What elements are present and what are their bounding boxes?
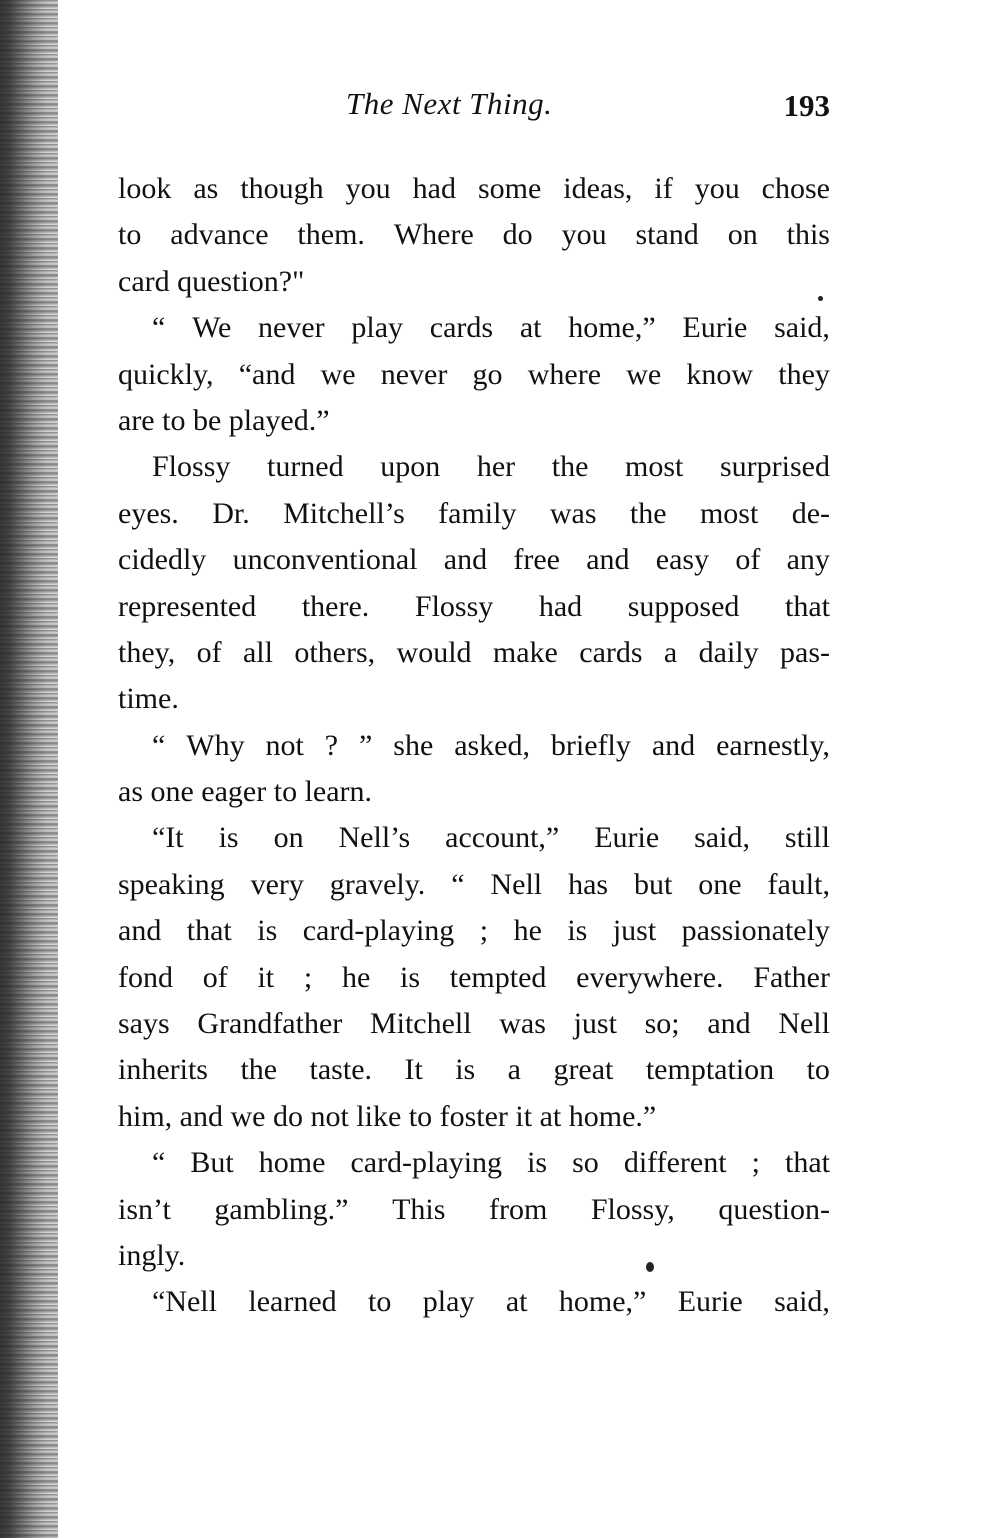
word: question- xyxy=(718,1192,830,1226)
word: Eurie xyxy=(682,311,748,345)
text-line: time. xyxy=(118,682,179,716)
word: “ xyxy=(451,867,465,901)
text-line xyxy=(118,584,830,630)
text-line: him, and we do not like to foster it at home.” xyxy=(118,1099,657,1133)
word: would xyxy=(396,635,472,669)
word: to xyxy=(118,218,142,252)
text-line xyxy=(118,166,830,212)
word: upon xyxy=(380,450,441,484)
word: ? xyxy=(324,728,339,762)
word: and xyxy=(707,1007,751,1041)
word: he xyxy=(341,960,371,994)
text-line xyxy=(118,630,830,676)
word: cards xyxy=(429,311,494,345)
scanned-binding-edge xyxy=(0,0,58,1538)
word: this xyxy=(786,218,830,252)
word: temptation xyxy=(645,1053,775,1087)
word: Dr. xyxy=(212,496,250,530)
word: gambling.” xyxy=(214,1192,349,1226)
word: easy xyxy=(655,543,710,577)
word: Nell’s xyxy=(338,821,411,855)
word: some xyxy=(477,172,542,205)
word: different xyxy=(623,1146,727,1180)
word: it xyxy=(257,960,275,994)
word: though xyxy=(240,172,324,205)
word: ” xyxy=(359,728,373,762)
text-line xyxy=(118,955,830,1001)
word: Flossy xyxy=(152,450,231,484)
text-line: ingly. xyxy=(118,1238,186,1272)
word: gravely. xyxy=(329,867,426,901)
word: account,” xyxy=(445,821,560,855)
word: learned xyxy=(248,1285,337,1319)
word: isn’t xyxy=(118,1192,171,1226)
word: we xyxy=(320,357,356,391)
word: just xyxy=(612,914,657,948)
word: most xyxy=(625,450,684,484)
word: look xyxy=(118,172,172,205)
word: and xyxy=(651,728,696,762)
word: great xyxy=(553,1053,614,1087)
word: unconventional xyxy=(232,543,418,577)
word: Why xyxy=(186,728,245,762)
word: that xyxy=(784,1146,830,1180)
word: ; xyxy=(751,1146,760,1180)
word: cidedly xyxy=(118,543,207,577)
word: they xyxy=(778,357,830,391)
word: one xyxy=(698,867,742,901)
word: taste. xyxy=(309,1053,373,1087)
word: a xyxy=(663,635,678,669)
word: ; xyxy=(479,914,489,948)
word: is xyxy=(257,914,278,948)
word: so xyxy=(572,1146,599,1180)
word: had xyxy=(412,172,456,205)
word: was xyxy=(499,1007,546,1041)
word: cards xyxy=(579,635,643,669)
text-line xyxy=(118,537,830,583)
word: at xyxy=(519,311,542,345)
text-line xyxy=(118,815,830,861)
word: family xyxy=(438,496,517,530)
word: This xyxy=(392,1192,446,1226)
word: to xyxy=(806,1053,830,1087)
word: de- xyxy=(791,496,830,530)
word: we xyxy=(626,357,662,391)
word: is xyxy=(527,1146,548,1180)
word: of xyxy=(202,960,228,994)
word: quickly, xyxy=(118,357,214,391)
word: as xyxy=(193,172,219,205)
word: just xyxy=(573,1007,617,1041)
word: Flossy, xyxy=(590,1192,675,1226)
word: play xyxy=(422,1285,475,1319)
word: go xyxy=(472,357,503,391)
word: Eurie xyxy=(594,821,660,855)
word: ; xyxy=(303,960,313,994)
word: is xyxy=(567,914,588,948)
page-number: 193 xyxy=(783,88,830,123)
word: “ xyxy=(152,311,166,345)
word: you xyxy=(345,172,391,205)
text-line xyxy=(118,212,830,258)
word: stand xyxy=(635,218,699,252)
word: know xyxy=(686,357,754,391)
word: and xyxy=(586,543,630,577)
word: they, xyxy=(118,635,176,669)
text-line xyxy=(118,305,830,351)
text-line xyxy=(118,908,830,954)
word: “Nell xyxy=(152,1285,217,1319)
text-line xyxy=(118,1279,830,1325)
text-line xyxy=(118,1001,830,1047)
word: home xyxy=(258,1146,326,1180)
word: Mitchell xyxy=(369,1007,472,1041)
word: from xyxy=(488,1192,548,1226)
word: on xyxy=(727,218,758,252)
word: never xyxy=(380,357,448,391)
word: tempted xyxy=(449,960,547,994)
word: Flossy xyxy=(414,589,494,623)
word: card-playing xyxy=(302,914,455,948)
word: Nell xyxy=(778,1007,830,1041)
word: is xyxy=(455,1053,476,1087)
text-line: as one eager to learn. xyxy=(118,775,373,809)
word: said, xyxy=(774,311,830,345)
word: card-playing xyxy=(350,1146,503,1180)
word: and xyxy=(118,914,162,948)
word: ideas, xyxy=(563,172,633,205)
word: he xyxy=(513,914,542,948)
word: very xyxy=(250,867,304,901)
text-line xyxy=(118,1047,830,1093)
word: make xyxy=(492,635,558,669)
word: free xyxy=(513,543,560,577)
word: earnestly, xyxy=(716,728,830,762)
word: advance xyxy=(170,218,269,252)
word: had xyxy=(538,589,583,623)
word: others, xyxy=(294,635,376,669)
word: supposed xyxy=(627,589,740,623)
word: do xyxy=(502,218,533,252)
word: chose xyxy=(761,172,830,205)
word: so; xyxy=(644,1007,680,1041)
word: says xyxy=(118,1007,170,1041)
word: is xyxy=(218,821,239,855)
text-line xyxy=(118,352,830,398)
text-line xyxy=(118,444,830,490)
word: Where xyxy=(393,218,474,252)
word: passionately xyxy=(681,914,830,948)
word: on xyxy=(273,821,304,855)
text-line: card question?" xyxy=(118,264,305,298)
word: not xyxy=(265,728,304,762)
word: if xyxy=(654,172,673,205)
word: to xyxy=(368,1285,392,1319)
word: play xyxy=(351,311,404,345)
word: briefly xyxy=(550,728,631,762)
word: home,” xyxy=(568,311,656,345)
word: has xyxy=(568,867,609,901)
word: speaking xyxy=(118,867,225,901)
text-line xyxy=(118,1187,830,1233)
word: Grandfather xyxy=(197,1007,343,1041)
word: of xyxy=(196,635,222,669)
text-line xyxy=(118,723,830,769)
word: where xyxy=(527,357,602,391)
text-line xyxy=(118,1140,830,1186)
word: you xyxy=(694,172,740,205)
word: everywhere. xyxy=(576,960,724,994)
print-speck xyxy=(818,296,823,301)
word: represented xyxy=(118,589,257,623)
word: We xyxy=(192,311,232,345)
word: inherits xyxy=(118,1053,208,1087)
word: any xyxy=(786,543,830,577)
word: them. xyxy=(297,218,365,252)
word: “and xyxy=(238,357,296,391)
word: “ xyxy=(152,1146,166,1180)
text-line xyxy=(118,862,830,908)
print-speck xyxy=(646,1262,654,1272)
word: asked, xyxy=(454,728,530,762)
word: a xyxy=(507,1053,521,1087)
word: that xyxy=(785,589,830,623)
word: you xyxy=(561,218,607,252)
word: and xyxy=(443,543,488,577)
word: “ xyxy=(152,728,166,762)
word: still xyxy=(784,821,830,855)
word: never xyxy=(258,311,325,345)
word: fond xyxy=(118,960,173,994)
word: fault, xyxy=(767,867,830,901)
word: was xyxy=(549,496,597,530)
word: but xyxy=(633,867,673,901)
word: the xyxy=(629,496,667,530)
word: pas- xyxy=(780,635,830,669)
word: there. xyxy=(301,589,370,623)
word: It xyxy=(404,1053,423,1087)
running-head xyxy=(118,86,830,136)
word: most xyxy=(699,496,759,530)
word: the xyxy=(551,450,589,484)
word: eyes. xyxy=(118,496,179,530)
word: home,” xyxy=(558,1285,647,1319)
word: turned xyxy=(266,450,344,484)
word: “It xyxy=(152,821,184,855)
text-line: are to be played.” xyxy=(118,403,330,437)
word: But xyxy=(190,1146,234,1180)
word: of xyxy=(735,543,761,577)
word: said, xyxy=(694,821,750,855)
body-text xyxy=(118,166,830,1326)
word: at xyxy=(505,1285,528,1319)
word: Nell xyxy=(490,867,543,901)
word: is xyxy=(400,960,421,994)
word: Mitchell’s xyxy=(283,496,405,530)
word: all xyxy=(242,635,273,669)
word: Eurie xyxy=(677,1285,743,1319)
word: her xyxy=(476,450,516,484)
word: that xyxy=(186,914,232,948)
word: said, xyxy=(774,1285,830,1319)
word: daily xyxy=(698,635,759,669)
word: Father xyxy=(753,960,830,994)
word: she xyxy=(393,728,434,762)
word: surprised xyxy=(720,450,830,484)
word: the xyxy=(240,1053,278,1087)
text-line xyxy=(118,491,830,537)
running-title: The Next Thing. xyxy=(346,86,553,121)
